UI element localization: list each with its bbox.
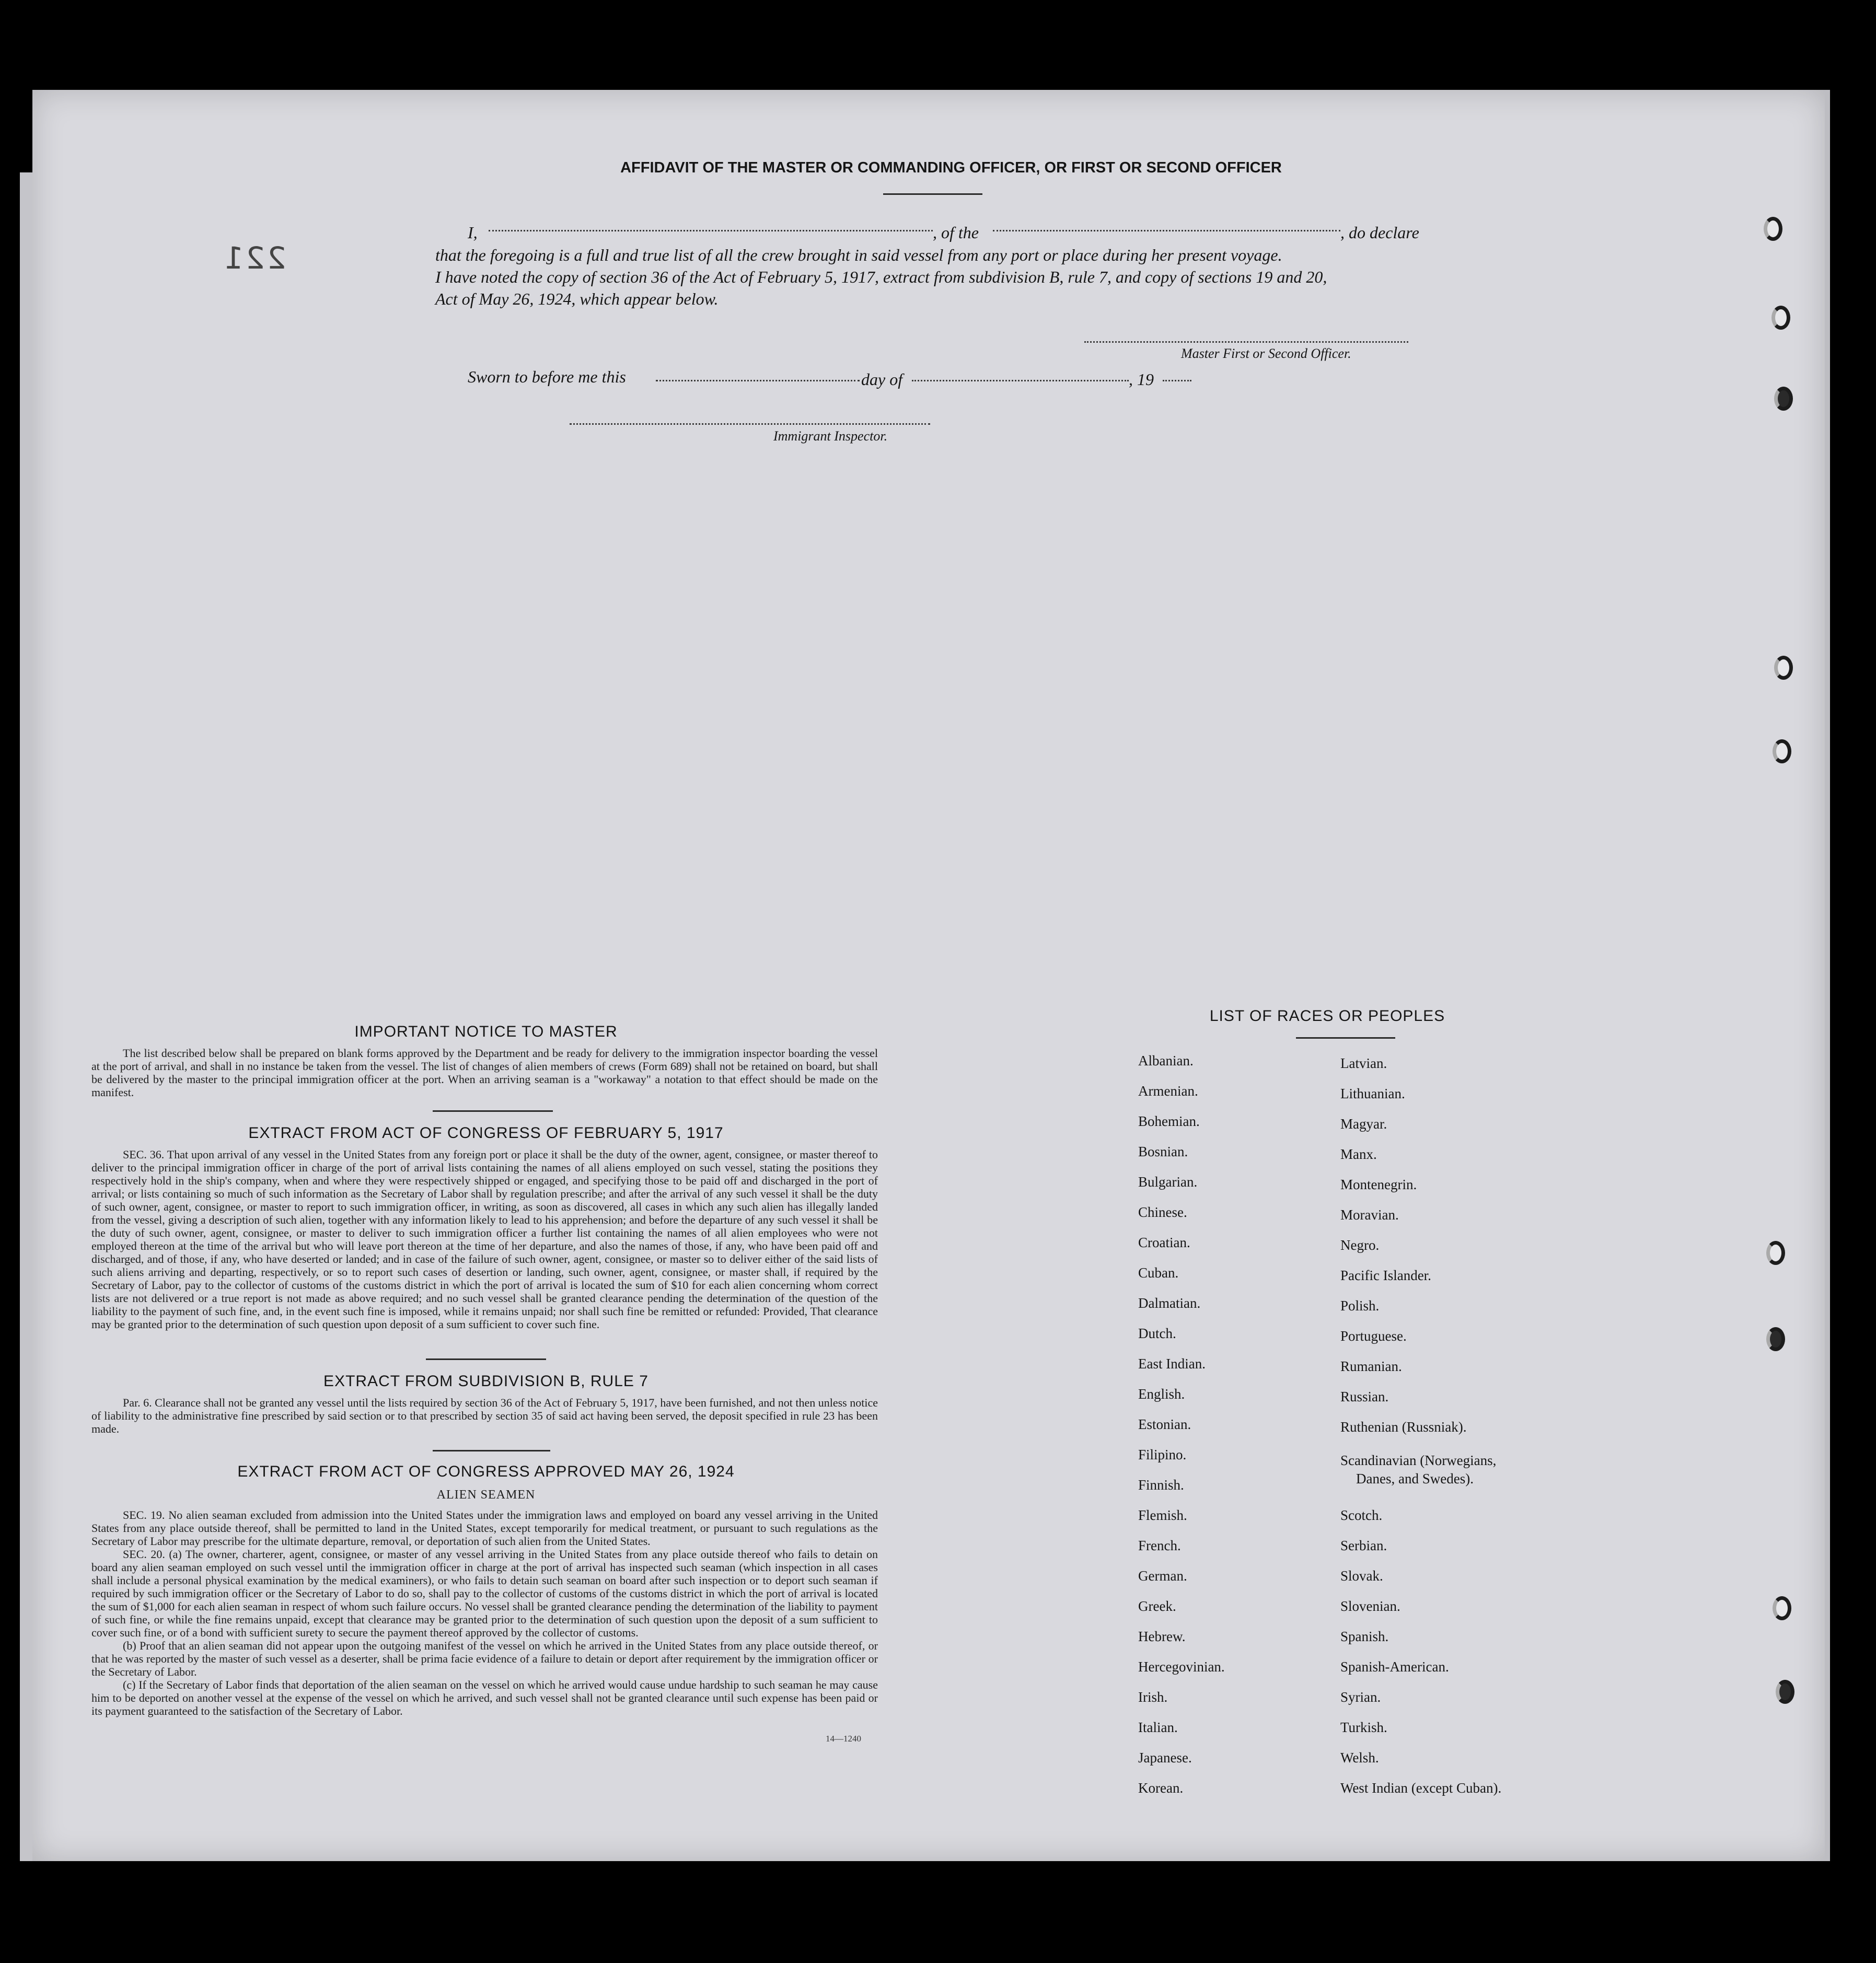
race-item: Rumanian. [1340,1358,1402,1374]
notice-rule [433,1110,553,1112]
race-item: Dutch. [1138,1326,1176,1341]
race-item: Italian. [1138,1720,1178,1735]
race-item: Bulgarian. [1138,1174,1198,1190]
race-item: Latvian. [1340,1055,1387,1071]
sworn-day-blank [656,380,860,381]
race-item: Moravian. [1340,1207,1399,1223]
race-item: Slovenian. [1340,1598,1400,1614]
extract-rule7-rule [433,1450,550,1451]
race-item: Ruthenian (Russniak). [1340,1419,1467,1435]
extract-rule7-title: EXTRACT FROM SUBDIVISION B, RULE 7 [323,1373,649,1390]
race-item: Serbian. [1340,1538,1387,1553]
extract-1917-rule [426,1358,546,1360]
notice-title: IMPORTANT NOTICE TO MASTER [354,1023,618,1040]
sec-19-text: SEC. 19. No alien seaman excluded from admission into the United States under the immigration laws and employed on board any vessel arriving in the United States from any place outside thereof, shall be permitted to land in the United States, except temporarily for medical treatment, or pursuant to such regulations as the Secretary of Labor may prescribe for the ultimate departure, removal, or deportation of such alien from the United States. [91,1508,878,1548]
extract-1924-body [91,1508,878,1717]
affidavit-do-declare: , do declare [1340,223,1419,242]
race-item: West Indian (except Cuban). [1340,1780,1502,1796]
punch-hole-icon [1773,739,1791,763]
form-number: 14—1240 [826,1734,861,1744]
race-item: East Indian. [1138,1356,1206,1372]
punch-hole-icon [1766,1241,1785,1265]
race-item: Estonian. [1138,1416,1191,1432]
inspector-signature-line [570,423,930,425]
inspector-label: Immigrant Inspector. [773,428,888,444]
sec-20c-text: (c) If the Secretary of Labor finds that deportation of the alien seaman on the vessel on which he arrived would cause undue hardship to such seaman he may cause him to be deported on another vessel at the expense of the vessel on which he arrived, and such vessel shall not be granted clearance until such expense has been paid or its payment guaranteed to the satisfaction of the Secretary of Labor. [91,1678,878,1717]
race-item: English. [1138,1386,1185,1402]
vessel-name-blank [993,230,1340,231]
sworn-before-text: Sworn to before me this [468,367,626,386]
sec-20a-text: SEC. 20. (a) The owner, charterer, agent, consignee, or master of any vessel arriving in the United States from any place outside thereof who fails to detain on board any alien seaman employed on such vessel until the immigration officer in charge at the port of arrival has inspected such seaman (which inspection in all cases shall include a personal physical examination by the medical examiners), or who fails to detain such seaman on board after such inspection or to deport such seaman if required by such immigration officer or the Secretary of Labor to do so, shall pay to the collector of customs of the customs district in which the port of arrival is located the sum of $1,000 for each alien seaman in respect of whom such failure occurs. No vessel shall be granted clearance pending the determination of the liability to payment of such fine, or while the fine remains unpaid, except that clearance may be granted prior to the determination of such question upon the deposit of a sum sufficient to cover such fine, or of a bond with sufficient surety to secure the payment thereof approved by the collector of customs. [91,1548,878,1639]
race-item: Scandinavian (Norwegians, [1340,1453,1497,1468]
sworn-year-blank [1163,380,1191,381]
notice-body: The list described below shall be prepared on blank forms approved by the Department and be ready for delivery to the immigration inspector boarding the vessel at the port of arrival, and shall in no instance be taken from the vessel. The list of changes of alien members of crews (Form 689) shall not be retained on board, but shall be delivered by the master to the principal immigration officer at the port. When an arriving seaman is a "workaway" a notation to that effect should be made on the manifest. [91,1047,878,1099]
race-item: Greek. [1138,1598,1176,1614]
sheet-edge-right [1825,90,1830,1861]
race-item: Korean. [1138,1780,1184,1796]
extract-1917-title: EXTRACT FROM ACT OF CONGRESS OF FEBRUARY 5, 1917 [248,1124,724,1142]
race-item: Dalmatian. [1138,1295,1201,1311]
race-item: Chinese. [1138,1204,1187,1220]
affidavit-i: I, [468,223,478,242]
affidavit-of-the: , of the [933,223,979,242]
day-of-text: day of [861,370,903,389]
master-name-blank [489,230,933,231]
race-item: Finnish. [1138,1477,1184,1493]
extract-rule7-body: Par. 6. Clearance shall not be granted any vessel until the lists required by section 36 of the Act of February 5, 1917, have been furnished, and not then unless notice of liability to the administrative fine prescribed by said section or to that prescribed by section 35 of said act having been served, the deposit specified in rule 23 has been made. [91,1396,878,1435]
race-item: Cuban. [1138,1265,1179,1281]
race-item: French. [1138,1538,1181,1553]
punch-hole-icon [1773,1596,1791,1620]
sheet-edge-left [20,172,32,1861]
race-item: Montenegrin. [1340,1177,1417,1192]
races-title-rule [1296,1037,1395,1039]
affidavit-line-2: that the foregoing is a full and true list of all the crew brought in said vessel from any port or place during her present voyage. [435,246,1282,264]
affidavit-line-4: Act of May 26, 1924, which appear below. [435,289,719,308]
race-item: Syrian. [1340,1689,1381,1705]
master-signature-line [1084,341,1408,343]
race-item: Albanian. [1138,1053,1194,1068]
race-item: Manx. [1340,1146,1377,1162]
race-item: Filipino. [1138,1447,1187,1462]
race-item: Lithuanian. [1340,1086,1405,1101]
race-item: Bohemian. [1138,1113,1200,1129]
extract-1917-body: SEC. 36. That upon arrival of any vessel in the United States from any foreign port or place it shall be the duty of the owner, agent, consignee, or master thereof to deliver to the principal immigration officer in charge of the port of arrival lists containing the names of all aliens employed on such vessel, stating the positions they respectively hold in the ship's company, when and where they were respectively shipped or engaged, and specifying those to be paid off and discharged in the port of arrival; or lists containing so much of such information as the Secretary of Labor shall by regulation prescribe; and after the arrival of any such vessel it shall be the duty of such owner, agent, consignee, or master to report to such immigration officer, in writing, as soon as discovered, all cases in which any such alien has illegally landed from the vessel, giving a description of such alien, together with any information likely to lead to his apprehension; and before the departure of any such vessel it shall be the duty of such owner, agent, consignee, or master to deliver to such immigration officer a further list containing the names of all alien employees who were not employed thereon at the time of the arrival but who will leave port thereon at the time of her departure, and also the names of those, if any, who have been paid off and discharged, and of those, if any, who have deserted or landed; and in case of the failure of such owner, agent, consignee, or master so to deliver either of the said lists of such aliens arriving and departing, respectively, or so to report such cases of desertion or landing, such owner, agent, consignee, or master shall, if required by the Secretary of Labor, pay to the collector of customs of the customs district in which the port of arrival is located the sum of $10 for each alien concerning whom correct lists are not delivered or a true report is not made as above required; and no such vessel shall be granted clearance pending the determination of the question of the liability to the payment of such fine, and, in the event such fine is imposed, while it remains unpaid; nor shall such fine be remitted or refunded: Provided, That clearance may be granted prior to the determination of such question upon deposit of a sum sufficient to cover such fine. [91,1148,878,1331]
races-title: LIST OF RACES OR PEOPLES [1209,1007,1445,1025]
race-item: Negro. [1340,1237,1380,1253]
race-item: Magyar. [1340,1116,1387,1132]
race-item: Portuguese. [1340,1328,1407,1344]
race-item: Japanese. [1138,1750,1192,1765]
punch-hole-icon [1776,1680,1794,1704]
race-item: Danes, and Swedes). [1356,1471,1474,1486]
race-item: Bosnian. [1138,1144,1188,1159]
affidavit-line-3: I have noted the copy of section 36 of the Act of February 5, 1917, extract from subdivision B, rule 7, and copy of sections 19 and 20, [435,268,1327,286]
handwritten-page-number: 221 [222,240,286,276]
race-item: Turkish. [1340,1720,1387,1735]
race-item: Spanish-American. [1340,1659,1449,1675]
extract-1924-subtitle: ALIEN SEAMEN [436,1488,536,1502]
race-item: Irish. [1138,1689,1168,1705]
punch-hole-icon [1764,217,1782,241]
extract-1924-title: EXTRACT FROM ACT OF CONGRESS APPROVED MAY 26, 1924 [237,1463,735,1480]
punch-hole-icon [1774,387,1793,411]
race-item: Hebrew. [1138,1629,1186,1644]
affidavit-title: AFFIDAVIT OF THE MASTER OR COMMANDING OFFICER, OR FIRST OR SECOND OFFICER [620,159,1282,176]
affidavit-title-rule [883,193,982,195]
race-item: Croatian. [1138,1235,1190,1250]
punch-hole-icon [1766,1327,1785,1351]
race-item: Slovak. [1340,1568,1383,1584]
sworn-month-blank [912,380,1129,381]
race-item: Spanish. [1340,1629,1389,1644]
race-item: Flemish. [1138,1507,1187,1523]
race-item: Pacific Islander. [1340,1268,1431,1283]
race-item: Armenian. [1138,1083,1198,1099]
punch-hole-icon [1774,656,1793,680]
punch-hole-icon [1771,306,1790,330]
race-item: Polish. [1340,1298,1380,1314]
sec-20b-text: (b) Proof that an alien seaman did not appear upon the outgoing manifest of the vessel on which he arrived in the United States from any place outside thereof, or that he was reported by the master of such vessel as a deserter, shall be prima facie evidence of a failure to detain or deport after requirement by the immigration officer or the Secretary of Labor. [91,1639,878,1678]
year-prefix-text: , 19 [1129,370,1154,389]
race-item: German. [1138,1568,1187,1584]
race-item: Welsh. [1340,1750,1379,1765]
race-item: Scotch. [1340,1507,1383,1523]
race-item: Hercegovinian. [1138,1659,1225,1675]
race-item: Russian. [1340,1389,1389,1404]
master-signature-label: Master First or Second Officer. [1181,346,1351,361]
